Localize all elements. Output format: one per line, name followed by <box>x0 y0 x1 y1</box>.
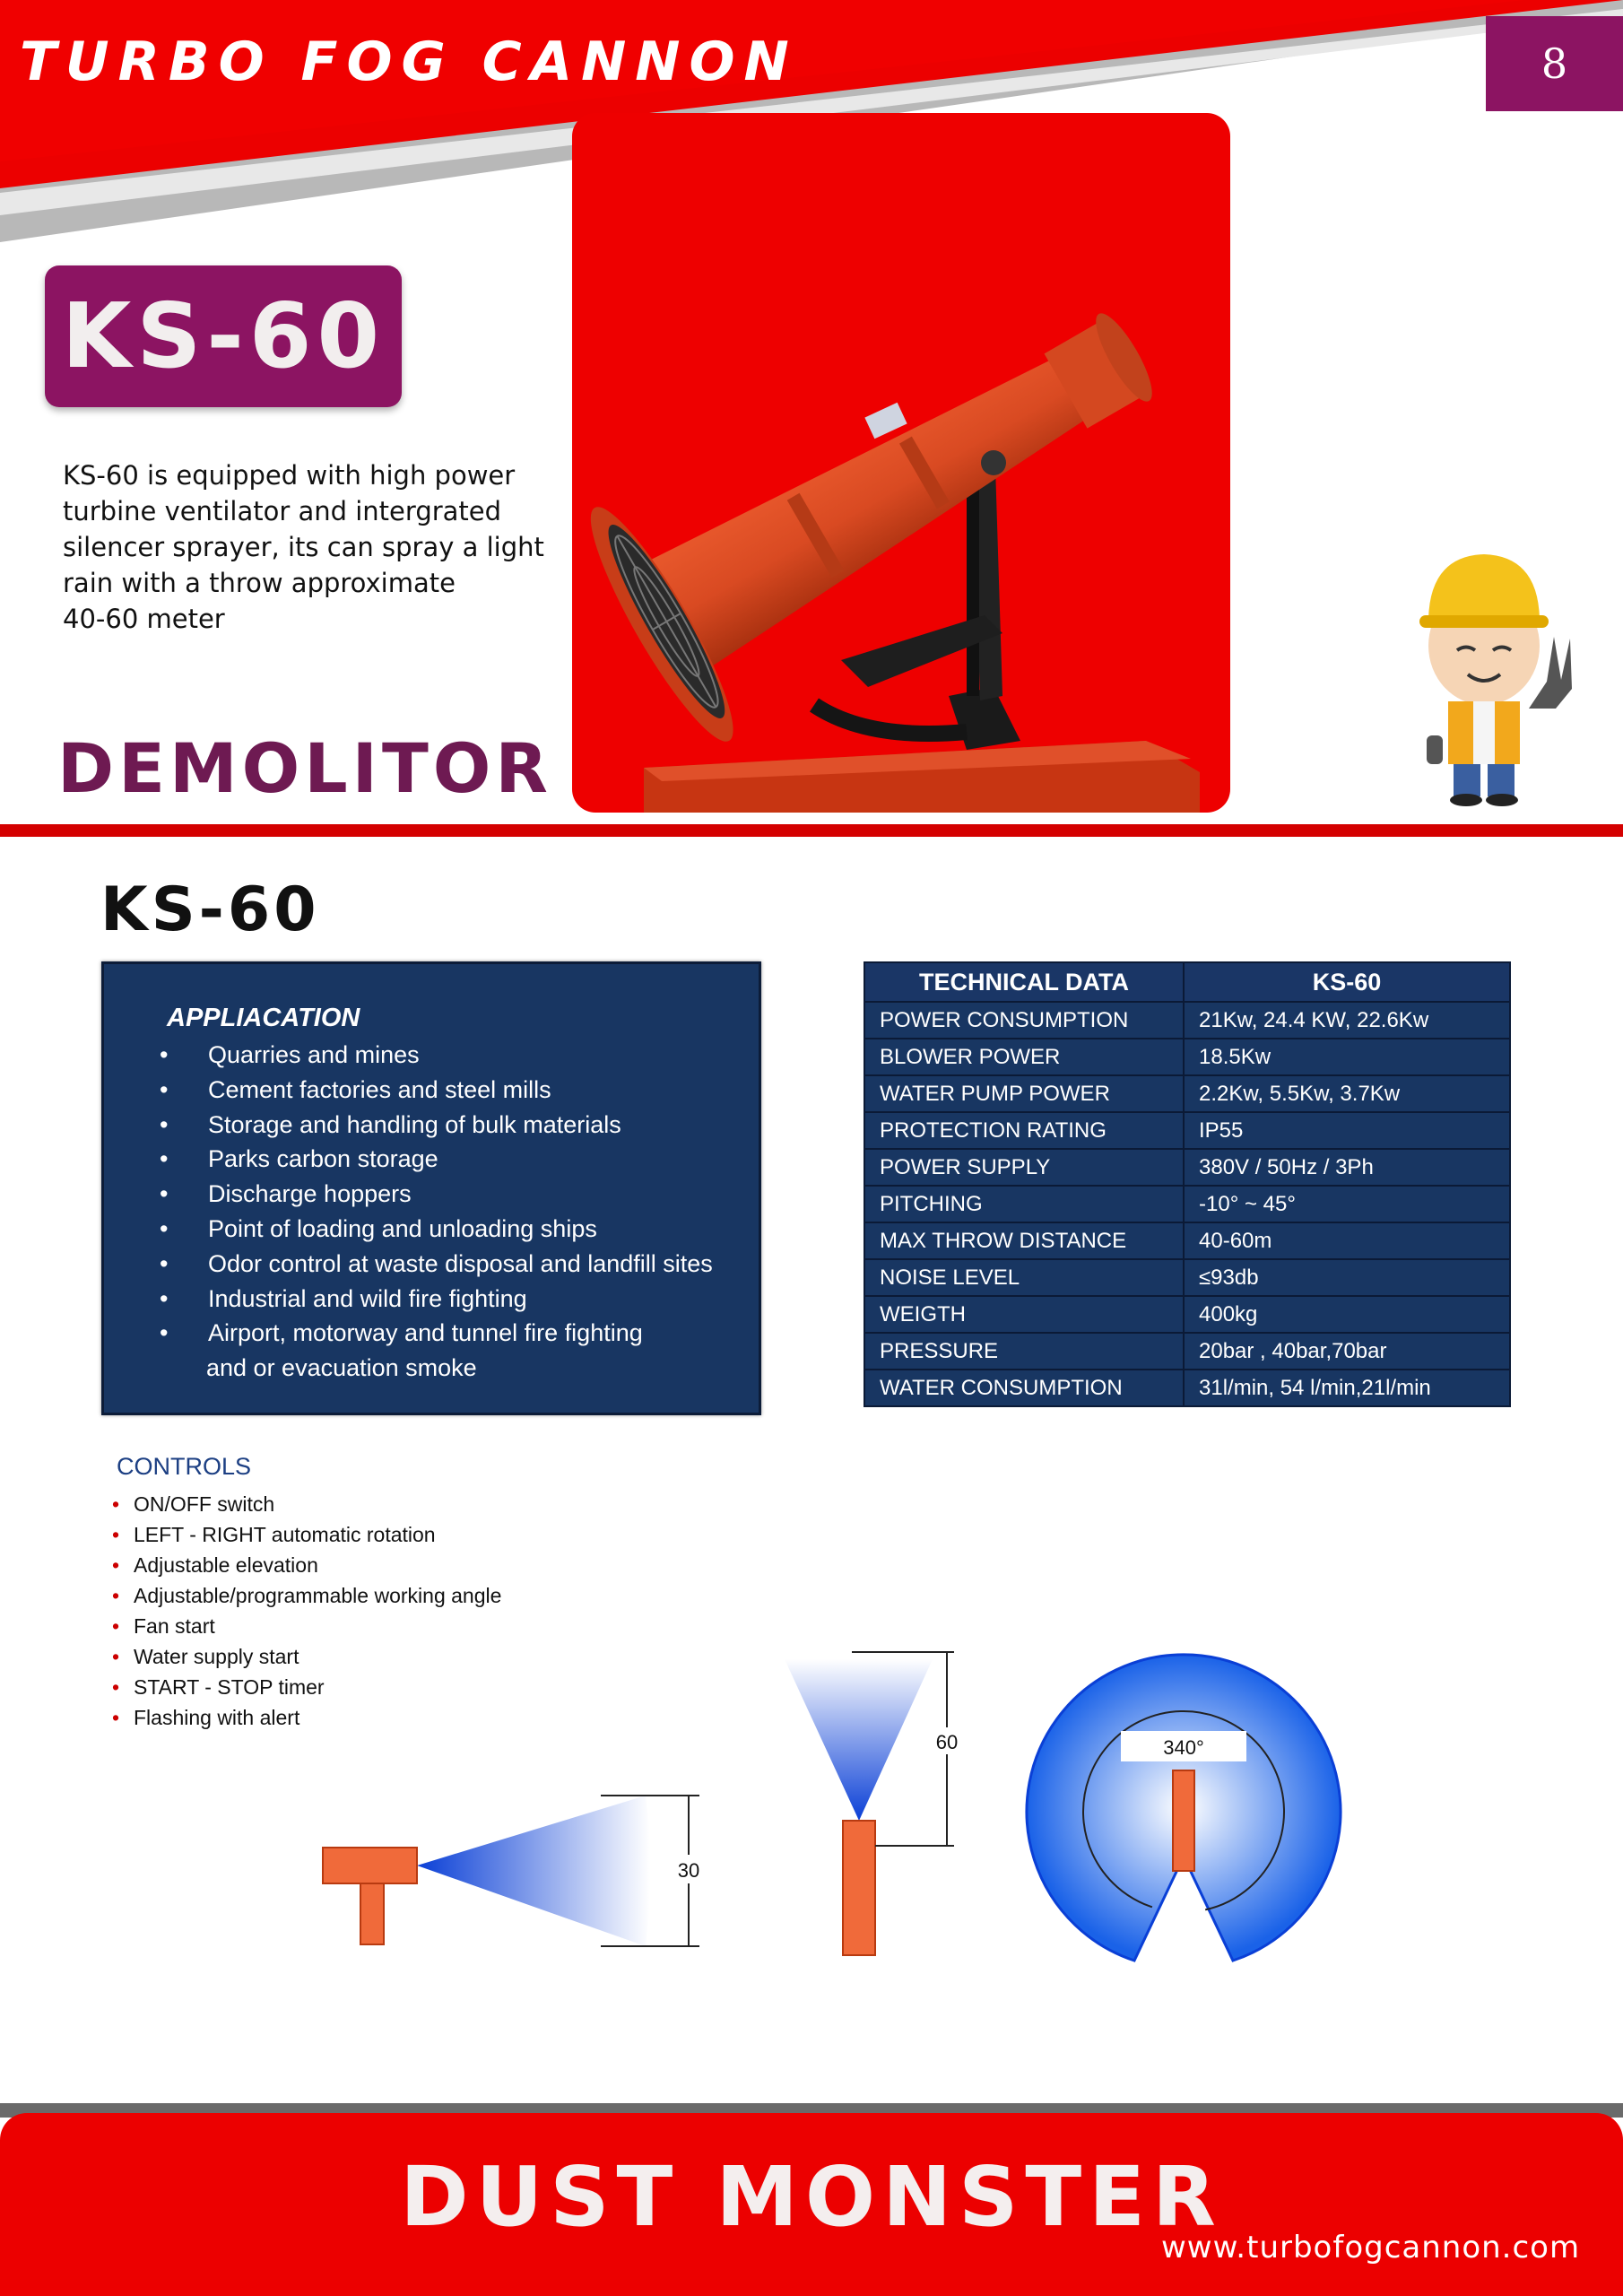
table-cell-label: POWER SUPPLY <box>864 1149 1184 1186</box>
controls-item: • Water supply start <box>112 1641 542 1672</box>
table-cell-value: 18.5Kw <box>1184 1039 1510 1075</box>
page-number-box <box>1486 16 1623 111</box>
table-cell-label: BLOWER POWER <box>864 1039 1184 1075</box>
table-cell-value: ≤93db <box>1184 1259 1510 1296</box>
table-row <box>864 1075 1510 1112</box>
application-title: APPLIACATION <box>167 1004 360 1032</box>
table-cell-value: 400kg <box>1184 1296 1510 1333</box>
table-row <box>864 1259 1510 1296</box>
controls-item: • LEFT - RIGHT automatic rotation <box>112 1519 542 1550</box>
application-item-continuation: and or evacuation smoke <box>206 1354 477 1382</box>
construction-worker-mascot <box>1394 529 1592 807</box>
table-row <box>864 1186 1510 1222</box>
application-item: • Odor control at waste disposal and landfill sites <box>160 1247 764 1282</box>
controls-item: • ON/OFF switch <box>112 1489 542 1519</box>
controls-item: • Fan start <box>112 1611 542 1641</box>
horizontal-throw-diagram <box>323 1796 707 1946</box>
footer-banner <box>0 2113 1623 2296</box>
intro-line: turbine ventilator and intergrated <box>63 496 502 526</box>
table-row <box>864 1222 1510 1259</box>
controls-item: • Adjustable elevation <box>112 1550 542 1580</box>
table-cell-label: PITCHING <box>864 1186 1184 1222</box>
intro-line: rain with a throw approximate <box>63 568 456 598</box>
technical-data-table <box>864 961 1511 1407</box>
application-item: • Airport, motorway and tunnel fire fighting <box>160 1316 764 1351</box>
table-row <box>864 1039 1510 1075</box>
controls-item: • Adjustable/programmable working angle <box>112 1580 542 1611</box>
spray-range-diagrams <box>305 1650 1381 1991</box>
fog-cannon-illustration <box>572 113 1230 813</box>
table-cell-value: -10° ~ 45° <box>1184 1186 1510 1222</box>
application-item: • Point of loading and unloading ships <box>160 1212 764 1247</box>
application-list <box>160 1038 764 1386</box>
table-cell-label: POWER CONSUMPTION <box>864 1002 1184 1039</box>
controls-title: CONTROLS <box>117 1453 252 1480</box>
table-cell-value: 31l/min, 54 l/min,21l/min <box>1184 1370 1510 1406</box>
application-item: • Quarries and mines <box>160 1038 764 1073</box>
table-cell-label: NOISE LEVEL <box>864 1259 1184 1296</box>
table-cell-label: PRESSURE <box>864 1333 1184 1370</box>
footer-website-link[interactable]: www.turbofogcannon.com <box>1161 2230 1581 2266</box>
table-row <box>864 1112 1510 1149</box>
demolitor-logo-text: DEMOLITOR <box>57 728 552 808</box>
application-item: • Parks carbon storage <box>160 1142 764 1177</box>
footer-title: DUST MONSTER <box>400 2149 1223 2245</box>
table-cell-label: WATER CONSUMPTION <box>864 1370 1184 1406</box>
model-badge-label: KS-60 <box>61 283 386 388</box>
application-item: • Discharge hoppers <box>160 1177 764 1212</box>
table-cell-label: MAX THROW DISTANCE <box>864 1222 1184 1259</box>
controls-item: • Flashing with alert <box>112 1702 542 1733</box>
table-row <box>864 1296 1510 1333</box>
table-cell-value: 380V / 50Hz / 3Ph <box>1184 1149 1510 1186</box>
horizontal-range-label: 30 <box>677 1859 700 1882</box>
rotation-angle-label: 340° <box>1163 1736 1204 1759</box>
intro-line: silencer sprayer, its can spray a light <box>63 532 544 562</box>
table-header-row <box>864 962 1510 1002</box>
table-cell-label: WEIGTH <box>864 1296 1184 1333</box>
application-item: • Cement factories and steel mills <box>160 1073 764 1108</box>
vertical-throw-diagram <box>785 1652 965 1955</box>
table-header-cell: KS-60 <box>1184 962 1510 1002</box>
table-cell-value: 21Kw, 24.4 KW, 22.6Kw <box>1184 1002 1510 1039</box>
intro-line: 40-60 meter <box>63 604 225 634</box>
table-row <box>864 1149 1510 1186</box>
table-cell-value: 40-60m <box>1184 1222 1510 1259</box>
table-row <box>864 1333 1510 1370</box>
table-header-cell: TECHNICAL DATA <box>864 962 1184 1002</box>
vertical-range-label: 60 <box>935 1731 959 1753</box>
application-item: • Industrial and wild fire fighting <box>160 1282 764 1317</box>
table-cell-label: PROTECTION RATING <box>864 1112 1184 1149</box>
table-cell-value: 20bar , 40bar,70bar <box>1184 1333 1510 1370</box>
application-box <box>101 961 761 1415</box>
application-item: • Storage and handling of bulk materials <box>160 1108 764 1143</box>
product-photo-panel <box>572 113 1230 813</box>
table-row <box>864 1002 1510 1039</box>
intro-line: KS-60 is equipped with high power <box>63 460 516 491</box>
table-cell-value: 2.2Kw, 5.5Kw, 3.7Kw <box>1184 1075 1510 1112</box>
brand-title: TURBO FOG CANNON <box>20 30 798 93</box>
table-cell-value: IP55 <box>1184 1112 1510 1149</box>
model-badge <box>45 265 402 407</box>
section-divider <box>0 824 1623 837</box>
table-row <box>864 1370 1510 1406</box>
intro-description <box>63 457 601 637</box>
section-title: KS-60 <box>100 874 320 945</box>
controls-item: • START - STOP timer <box>112 1672 542 1702</box>
table-cell-label: WATER PUMP POWER <box>864 1075 1184 1112</box>
page-number: 8 <box>1541 39 1568 88</box>
rotation-coverage-diagram <box>1027 1655 1341 1961</box>
